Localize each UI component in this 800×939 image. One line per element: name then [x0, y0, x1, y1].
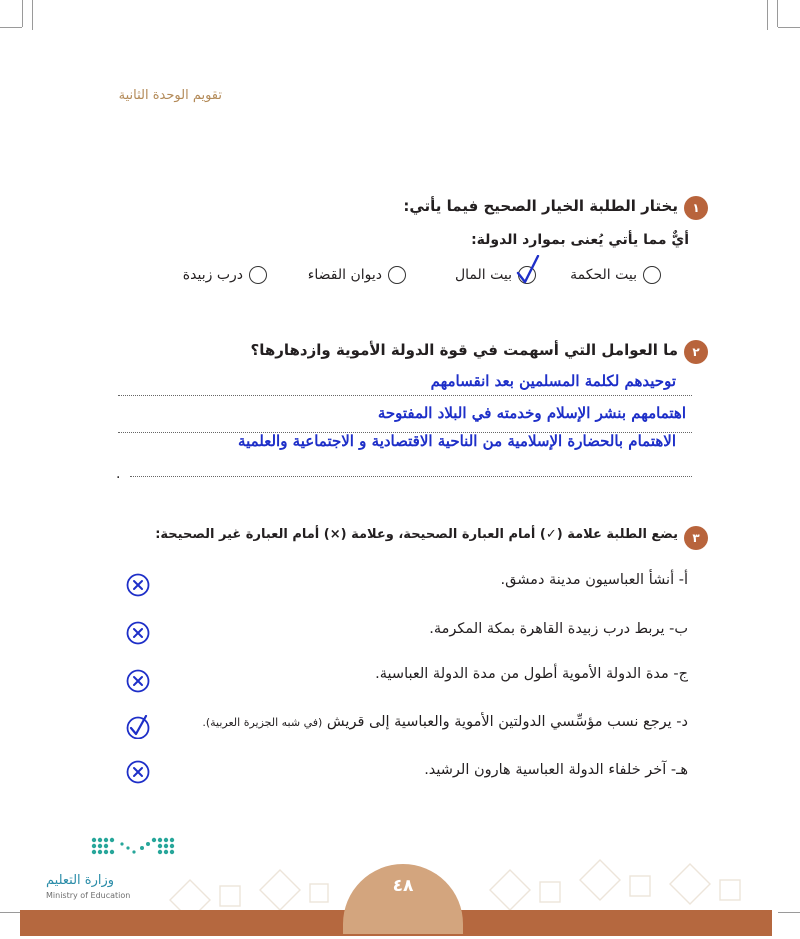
handwritten-answer-2: اهتمامهم بنشر الإسلام وخدمته في البلاد المفتوحة	[377, 404, 686, 422]
handwritten-answer-3: الاهتمام بالحضارة الإسلامية من الناحية الاقتصادية و الاجتماعية والعلمية	[238, 432, 676, 450]
question-3-text: يضع الطلبة علامة (✓) أمام العبارة الصحيحة، وعلامة (×) أمام العبارة غير الصحيحة:	[155, 527, 678, 542]
crop-mark	[0, 27, 22, 28]
answer-line	[130, 476, 692, 477]
answer-line	[118, 395, 692, 396]
radio-circle[interactable]	[249, 266, 267, 284]
check-mark-icon	[516, 255, 542, 285]
x-mark-icon[interactable]	[126, 621, 150, 645]
radio-circle-checked[interactable]	[518, 266, 536, 284]
option-label: ديوان القضاء	[307, 267, 382, 283]
ministry-name-arabic: وزارة التعليم	[46, 873, 115, 888]
statement-b: ب- يربط درب زبيدة القاهرة بمكة المكرمة.	[429, 621, 688, 637]
question-1-text: يختار الطلبة الخيار الصحيح فيما يأتي:	[403, 197, 678, 215]
crop-mark	[777, 0, 778, 27]
statement-d-note: (في شبه الجزيرة العربية).	[202, 716, 323, 729]
question-2-number: ٢	[684, 340, 708, 364]
ministry-name-english: Ministry of Education	[46, 891, 131, 900]
option-label: بيت الحكمة	[570, 267, 637, 283]
question-2-text: ما العوامل التي أسهمت في قوة الدولة الأموية وازدهارها؟	[250, 341, 678, 359]
x-mark-icon[interactable]	[126, 760, 150, 784]
crop-mark	[778, 27, 800, 28]
radio-circle[interactable]	[388, 266, 406, 284]
question-1-subquestion: أيٌّ مما يأتي يُعنى بموارد الدولة:	[471, 232, 689, 248]
radio-circle[interactable]	[643, 266, 661, 284]
statement-c: ج- مدة الدولة الأموية أطول من مدة الدولة العباسية.	[375, 666, 688, 682]
x-mark-icon[interactable]	[126, 669, 150, 693]
ministry-logo-icon	[88, 834, 180, 862]
decorative-pattern	[160, 840, 780, 912]
statement-d-text: د- يرجع نسب مؤسِّسي الدولتين الأموية والعباسية إلى قريش	[326, 714, 688, 730]
crop-mark	[778, 912, 800, 913]
page-number: ٤٨	[392, 876, 414, 896]
crop-mark	[22, 0, 23, 27]
statement-a: أ- أنشأ العباسيون مدينة دمشق.	[500, 572, 688, 588]
option-darb-zubayda[interactable]	[183, 266, 267, 284]
option-label: بيت المال	[454, 267, 512, 283]
option-diwan-al-qada[interactable]	[308, 266, 406, 284]
unit-title: تقويم الوحدة الثانية	[118, 88, 222, 103]
crop-mark	[0, 912, 22, 913]
crop-mark	[767, 0, 768, 30]
question-1-number: ١	[684, 196, 708, 220]
statement-e: هـ- آخر خلفاء الدولة العباسية هارون الرشيد.	[424, 762, 688, 778]
x-mark-icon[interactable]	[126, 573, 150, 597]
option-bayt-al-mal[interactable]	[455, 266, 536, 284]
line-end-dot: .	[116, 466, 121, 482]
check-mark-icon[interactable]	[126, 715, 150, 739]
ministry-year: 2022 - 1444	[46, 902, 101, 912]
option-label: درب زبيدة	[182, 267, 243, 283]
option-bayt-al-hikma[interactable]	[570, 266, 661, 284]
handwritten-answer-1: توحيدهم لكلمة المسلمين بعد انقسامهم	[430, 372, 676, 390]
statement-d	[202, 714, 688, 730]
crop-mark	[32, 0, 33, 30]
question-3-number: ٣	[684, 526, 708, 550]
